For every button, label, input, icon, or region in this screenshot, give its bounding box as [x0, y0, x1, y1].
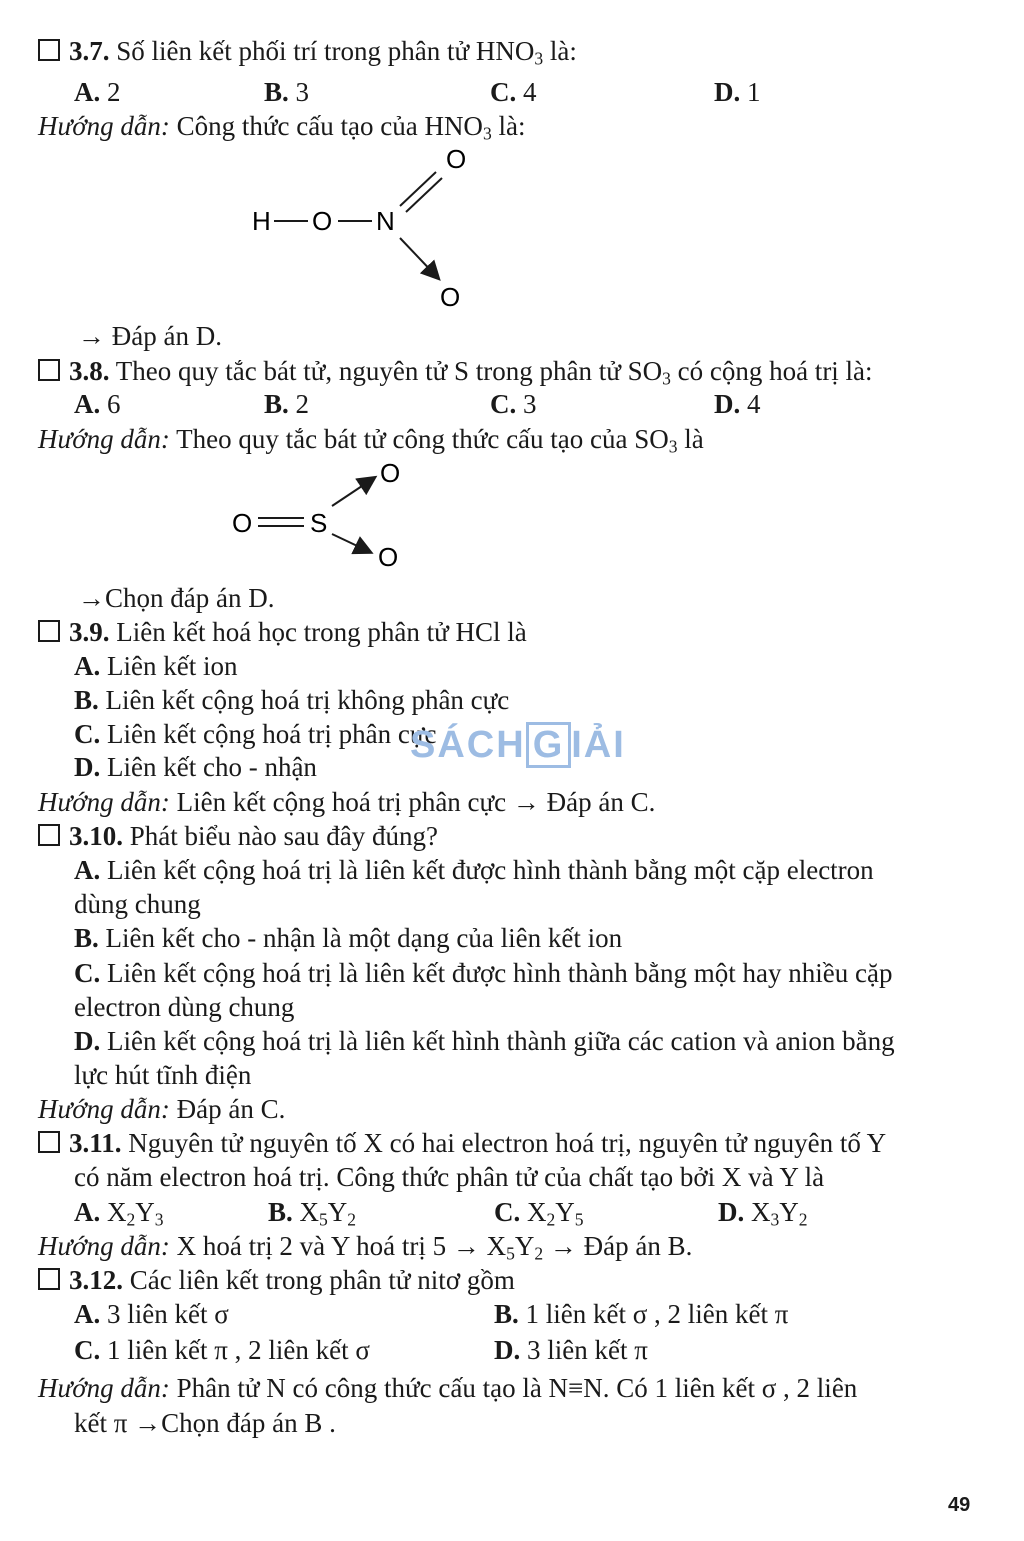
question-text: Nguyên tử nguyên tố X có hai electron hoá trị, nguyên tử nguyên tố Y	[121, 1128, 887, 1158]
question-text: Liên kết hoá học trong phân tử HCl là	[109, 617, 527, 647]
question-3-8	[38, 355, 873, 387]
option-c: C. $X_2Y_5$	[494, 1197, 584, 1230]
question-text: Phát biểu nào sau đây đúng?	[123, 821, 438, 851]
question-number: 3.7.	[69, 36, 110, 66]
hint-text-cont: kết π →Chọn đáp án B .	[74, 1408, 336, 1438]
options-3-11	[74, 1196, 974, 1228]
atom-h: H	[252, 206, 271, 236]
checkbox-icon	[38, 39, 60, 61]
subscript: 3	[662, 368, 671, 389]
question-text-end: có cộng hoá trị là:	[670, 356, 873, 386]
option-a-cont: dùng chung	[74, 889, 201, 919]
hint-label: Hướng dẫn:	[38, 1231, 170, 1261]
coordinate-bond-arrow-top	[332, 478, 374, 506]
question-3-10	[38, 820, 438, 852]
hint-text-end: là:	[491, 111, 526, 141]
hint-text-end: là	[677, 424, 704, 454]
option-b: B. Liên kết cộng hoá trị không phân cực	[74, 685, 510, 715]
atom-o-top: O	[446, 144, 467, 174]
option-d: D. 1	[714, 77, 761, 107]
option-d-cont: lực hút tĩnh điện	[74, 1060, 252, 1090]
hint-text: Theo quy tắc bát tử công thức cấu tạo của SO	[169, 424, 669, 454]
hint-label: Hướng dẫn:	[38, 1373, 170, 1403]
checkbox-icon	[38, 620, 60, 642]
hint-3-7	[38, 110, 525, 142]
subscript: 3	[534, 48, 544, 69]
option-c: C. 4	[490, 77, 537, 107]
hint-label: Hướng dẫn:	[38, 424, 170, 454]
question-text-cont: có năm electron hoá trị. Công thức phân tử của chất tạo bởi X và Y là	[74, 1162, 825, 1192]
option-a: A. 3 liên kết σ	[74, 1299, 229, 1329]
option-b: B. 2	[264, 389, 310, 419]
hint-text: Đáp án C.	[169, 1094, 286, 1124]
checkbox-icon	[38, 359, 60, 381]
option-b: B. Liên kết cho - nhận là một dạng của liên kết ion	[74, 923, 623, 953]
option-c: C. Liên kết cộng hoá trị là liên kết được hình thành bằng một hay nhiều cặp	[74, 958, 893, 988]
question-3-7	[38, 35, 577, 67]
answer-3-8: →Chọn đáp án D.	[78, 583, 275, 613]
atom-n: N	[376, 206, 395, 236]
question-number: 3.10.	[69, 821, 123, 851]
checkbox-icon	[38, 1268, 60, 1290]
atom-s: S	[310, 508, 328, 538]
answer-3-7: → Đáp án D.	[78, 321, 222, 351]
hint-text: Liên kết cộng hoá trị phân cực → Đáp án C.	[169, 787, 656, 817]
coordinate-bond-arrow-bottom	[332, 534, 370, 552]
option-a: A. Liên kết ion	[74, 651, 238, 681]
option-b: B. 3	[264, 77, 310, 107]
hint-3-12	[38, 1372, 857, 1404]
options-3-7	[74, 76, 974, 108]
hint-3-9	[38, 786, 655, 818]
option-c: C. 3	[490, 389, 537, 419]
page-number: 49	[948, 1494, 971, 1516]
hint-3-10	[38, 1093, 285, 1125]
option-a: A. 6	[74, 389, 121, 419]
option-c: C. 1 liên kết π , 2 liên kết σ	[74, 1335, 370, 1365]
question-number: 3.9.	[69, 617, 110, 647]
question-3-9	[38, 616, 527, 648]
option-a: A. $X_2Y_3$	[74, 1197, 164, 1230]
hint-label: Hướng dẫn:	[38, 111, 170, 141]
option-d: D. 4	[714, 389, 761, 419]
atom-o-bottom: O	[378, 542, 399, 572]
question-text: Theo quy tắc bát tử, nguyên tử S trong phân tử SO	[109, 356, 663, 386]
question-number: 3.12.	[69, 1265, 123, 1295]
atom-o-top: O	[380, 458, 401, 488]
hint-text: Công thức cấu tạo của HNO	[169, 111, 483, 141]
option-a: A. Liên kết cộng hoá trị là liên kết được hình thành bằng một cặp electron	[74, 855, 874, 885]
atom-o-left: O	[232, 508, 253, 538]
subscript: 3	[668, 436, 678, 457]
question-text-end: là:	[543, 36, 577, 66]
hint-label: Hướng dẫn:	[38, 787, 170, 817]
hint-label: Hướng dẫn:	[38, 1094, 170, 1124]
hint-3-11: Hướng dẫn: X hoá trị 2 và Y hoá trị $5 \to X_5Y_2$ → Đáp án B.	[38, 1231, 693, 1264]
hint-text: Phân tử N có công thức cấu tạo là N≡N. Có 1 liên kết σ , 2 liên	[169, 1373, 858, 1403]
checkbox-icon	[38, 1131, 60, 1153]
option-c-cont: electron dùng chung	[74, 992, 295, 1022]
atom-o-bottom: O	[440, 282, 461, 312]
option-b: B. 1 liên kết σ , 2 liên kết π	[494, 1299, 789, 1329]
question-text: Các liên kết trong phân tử nitơ gồm	[123, 1265, 515, 1295]
question-3-12	[38, 1264, 515, 1296]
options-3-8	[74, 388, 974, 420]
option-c: C. Liên kết cộng hoá trị phân cực	[74, 719, 437, 749]
option-d: D. Liên kết cho - nhận	[74, 752, 317, 782]
watermark-logo: SÁCH G IẢI	[410, 724, 626, 766]
question-text: Số liên kết phối trí trong phân tử HNO	[109, 36, 535, 66]
option-d: D. $X_3Y_2$	[718, 1197, 808, 1230]
question-number: 3.8.	[69, 356, 110, 386]
option-d: D. Liên kết cộng hoá trị là liên kết hình thành giữa các cation và anion bằng	[74, 1026, 895, 1056]
checkbox-icon	[38, 824, 60, 846]
question-number: 3.11.	[69, 1128, 122, 1158]
hno3-structure	[240, 140, 480, 320]
subscript: 3	[482, 123, 492, 144]
options-3-12-row1	[74, 1298, 974, 1330]
options-3-12-row2	[74, 1334, 974, 1366]
coordinate-bond-arrow	[400, 238, 438, 278]
so3-structure	[220, 450, 420, 580]
option-a: A. 2	[74, 77, 121, 107]
option-d: D. 3 liên kết π	[494, 1335, 648, 1365]
option-b: B. $X_5Y_2$	[268, 1197, 357, 1230]
atom-o: O	[312, 206, 333, 236]
question-3-11	[38, 1127, 886, 1159]
